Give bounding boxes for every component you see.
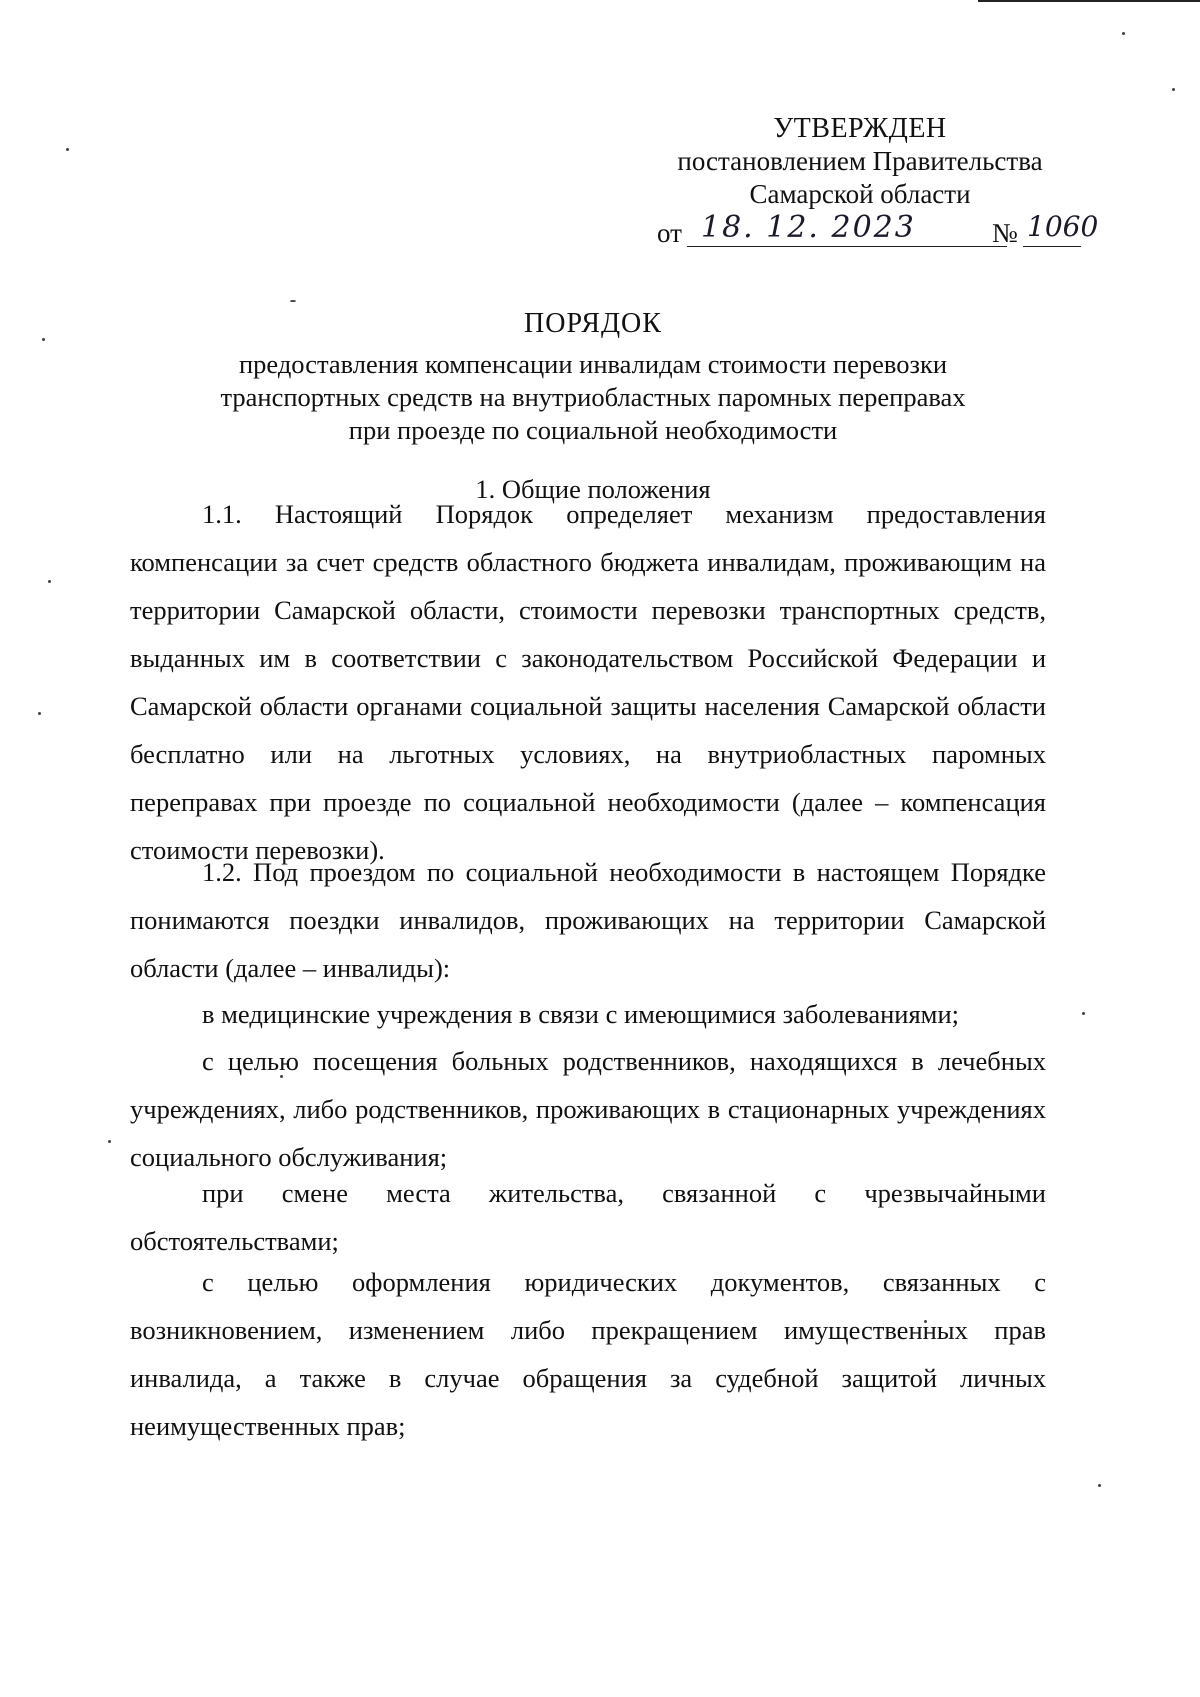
- scan-speck: [48, 580, 51, 583]
- number-field: [1023, 210, 1099, 247]
- date-prefix: от: [657, 218, 682, 248]
- subtitle-line: транспортных средств на внутриобластных паромных переправах: [220, 382, 966, 412]
- scan-speck: [290, 300, 296, 302]
- handwritten-date: 18. 12. 2023: [701, 210, 916, 245]
- approval-title: УТВЕРЖДЕН: [773, 113, 947, 144]
- document-title: ПОРЯДОК: [524, 308, 662, 339]
- approval-block: [640, 112, 1080, 211]
- list-item-medical: в медицинские учреждения в связи с имеющимися заболеваниями;: [202, 999, 959, 1029]
- approval-region: Самарской области: [749, 179, 971, 209]
- scan-speck: [108, 1140, 111, 1143]
- top-scan-rule: [978, 0, 1200, 2]
- scan-speck: [1098, 1484, 1101, 1487]
- scan-speck: [1122, 32, 1125, 35]
- approval-date-line: [657, 210, 1097, 250]
- handwritten-number: 1060: [1027, 210, 1099, 243]
- subtitle-line: при проезде по социальной необходимости: [348, 415, 838, 445]
- list-item-relocation: при смене места жительства, связанной с чрезвычайными обстоятельствами;: [130, 1178, 1046, 1256]
- paragraph-1-1: 1.1. Настоящий Порядок определяет механизм предоставления компенсации за счет средств областного бюджета инвалидам, проживающим на территории Самарской области, стоимости перевозки транспортных средств, выданных им в соответствии с законодательством Российской Федерации и Самарской области органами социальной защиты населения Самарской области бесплатно или на льготных условиях, на внутриобластных паромных переправах при проезде по социальной необходимости (далее – компенсация стоимости перевозки).: [130, 499, 1046, 865]
- paragraph-1-2: 1.2. Под проездом по социальной необходимости в настоящем Порядке понимаются поездки инвалидов, проживающих на территории Самарской области (далее – инвалиды):: [130, 857, 1046, 983]
- document-subtitle: [140, 348, 1046, 447]
- scan-speck: [1082, 1012, 1085, 1015]
- date-field: [687, 210, 1007, 247]
- approval-issuer: постановлением Правительства: [677, 146, 1043, 176]
- section-heading: 1. Общие положения: [475, 474, 711, 504]
- scan-speck: [66, 148, 69, 151]
- scan-speck: [1172, 88, 1175, 91]
- list-item-relatives: с целью посещения больных родственников, находящихся в лечебных учреждениях, либо родственников, проживающих в стационарных учреждениях социального обслуживания;: [130, 1046, 1046, 1172]
- scan-speck: [42, 338, 45, 341]
- number-prefix: №: [992, 218, 1018, 248]
- subtitle-line: предоставления компенсации инвалидам стоимости перевозки: [238, 349, 948, 379]
- list-item-legal: с целью оформления юридических документов, связанных с возникновением, изменением либо прекращением имущественных прав инвалида, а также в случае обращения за судебной защитой личных неимущественных прав;: [130, 1267, 1046, 1441]
- scan-speck: [38, 712, 41, 715]
